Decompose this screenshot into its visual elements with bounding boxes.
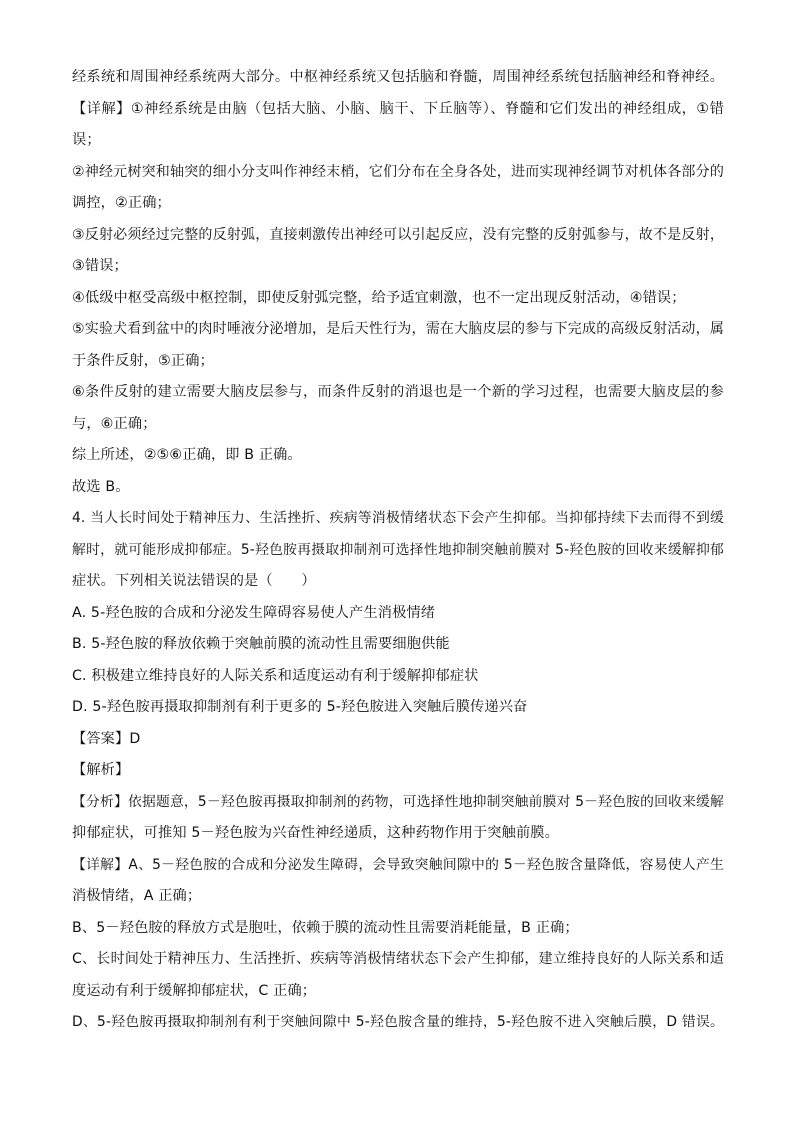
text-line: 经系统和周围神经系统两大部分。中枢神经系统又包括脑和脊髓，周围神经系统包括脑神经和脊神经。 — [72, 69, 724, 85]
text-line: ②神经元树突和轴突的细小分支叫作神经末梢，它们分布在全身各处，进而实现神经调节对机体各部分的 — [72, 163, 724, 180]
text-line: 【分析】依据题意，5－羟色胺再摄取抑制剂的药物，可选择性地抑制突触前膜对 5－羟色胺的回收来缓解 — [72, 793, 724, 810]
text-line: 症状。下列相关说法错误的是（ ） — [72, 573, 316, 589]
text-line: 调控，②正确； — [72, 195, 171, 211]
document-page — [72, 62, 724, 1039]
text-line: 【详解】①神经系统是由脑（包括大脑、小脑、脑干、下丘脑等）、脊髓和它们发出的神经组成，①错 — [72, 100, 724, 117]
text-line: 故选 B。 — [72, 478, 130, 495]
text-line: 解时，就可能形成抑郁症。5-羟色胺再摄取抑制剂可选择性地抑制突触前膜对 5-羟色胺的回收来缓解抑郁 — [72, 541, 724, 558]
text-line: A. 5-羟色胺的合成和分泌发生障碍容易使人产生消极情绪 — [72, 604, 436, 621]
text-line: 消极情绪，A 正确； — [72, 888, 202, 904]
text-line: 【详解】A、5－羟色胺的合成和分泌发生障碍，会导致突触间隙中的 5－羟色胺含量降低，容易使人产生 — [72, 856, 724, 873]
text-line: 综上所述，②⑤⑥正确，即 B 正确。 — [72, 447, 302, 463]
text-line: B. 5-羟色胺的释放依赖于突触前膜的流动性且需要细胞供能 — [72, 636, 450, 652]
text-line: 于条件反射，⑤正确； — [72, 352, 214, 369]
text-line: ⑥条件反射的建立需要大脑皮层参与，而条件反射的消退也是一个新的学习过程，也需要大脑皮层的参 — [72, 384, 724, 400]
text-line: 度运动有利于缓解抑郁症状，C 正确； — [72, 982, 317, 999]
text-line: ⑤实验犬看到盆中的肉时唾液分泌增加，是后天性行为，需在大脑皮层的参与下完成的高级反射活动，属 — [72, 321, 724, 337]
text-line: B、5－羟色胺的释放方式是胞吐，依赖于膜的流动性且需要消耗能量，B 正确； — [72, 919, 579, 936]
text-line: ③反射必须经过完整的反射弧，直接刺激传出神经可以引起反应，没有完整的反射弧参与，故不是反射， — [72, 226, 724, 243]
text-line: 4. 当人长时间处于精神压力、生活挫折、疾病等消极情绪状态下会产生抑郁。当抑郁持续下去而得不到缓 — [72, 510, 724, 526]
text-line: 【答案】D — [72, 730, 141, 747]
text-line: 误； — [72, 132, 101, 148]
text-line: 与，⑥正确； — [72, 415, 157, 432]
text-line: 抑郁症状，可推知 5－羟色胺为兴奋性神经递质，这种药物作用于突触前膜。 — [72, 825, 559, 841]
text-line: C、长时间处于精神压力、生活挫折、疾病等消极情绪状态下会产生抑郁，建立维持良好的人际关系和适 — [72, 951, 724, 967]
text-line: C. 积极建立维持良好的人际关系和适度运动有利于缓解抑郁症状 — [72, 667, 479, 684]
text-line: D、5-羟色胺再摄取抑制剂有利于突触间隙中 5-羟色胺含量的维持，5-羟色胺不进入突触后膜，D 错误。 — [72, 1014, 724, 1030]
text-line: ④低级中枢受高级中枢控制，即使反射弧完整，给予适宜刺激，也不一定出现反射活动，④错误； — [72, 289, 686, 306]
text-line: 【解析】 — [72, 762, 130, 778]
text-line: D. 5-羟色胺再摄取抑制剂有利于更多的 5-羟色胺进入突触后膜传递兴奋 — [72, 699, 528, 715]
text-line: ③错误； — [72, 258, 128, 274]
